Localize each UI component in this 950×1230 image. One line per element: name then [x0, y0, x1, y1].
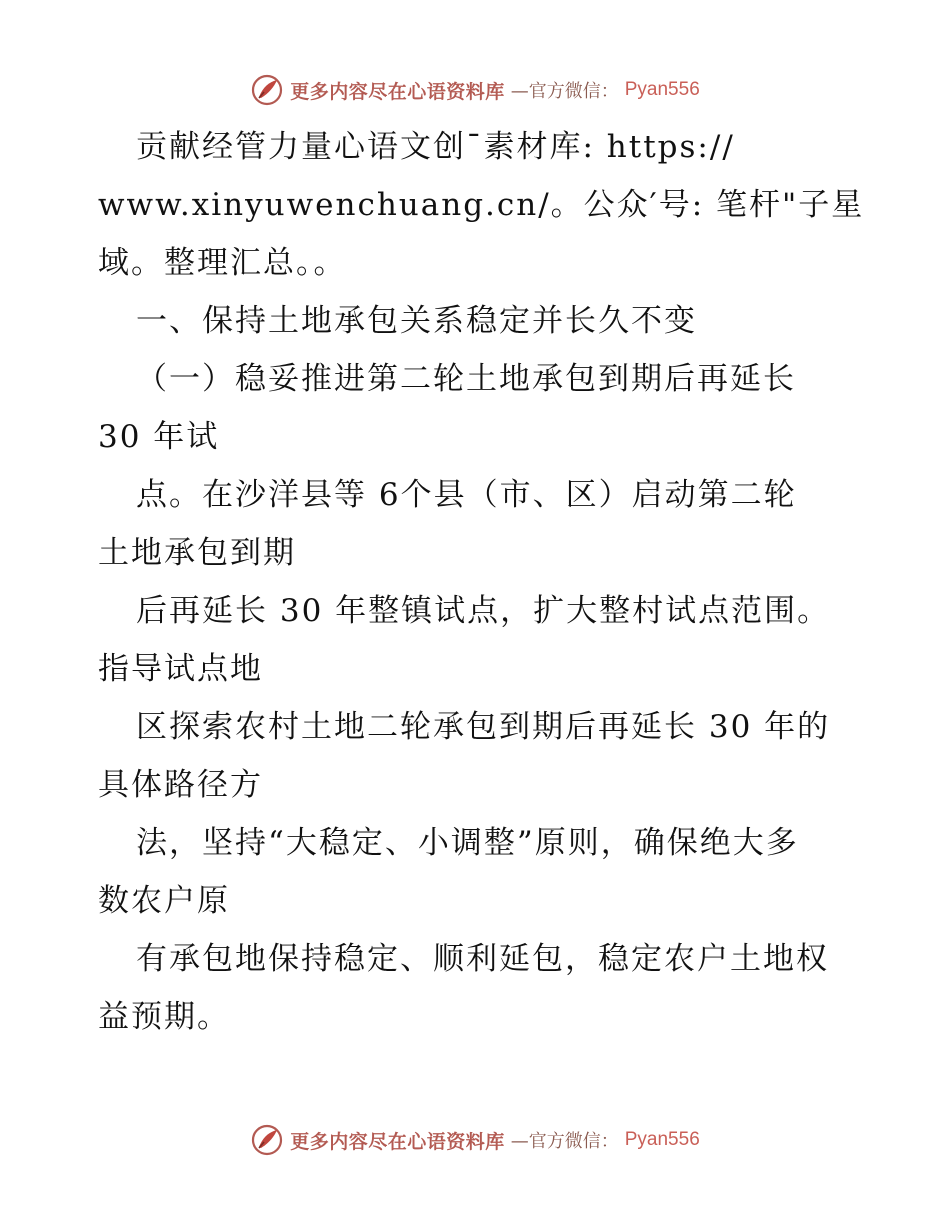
body-line-1: 贡献经管力量心语文创¯素材库: https:// — [136, 129, 735, 165]
quill-logo-icon — [250, 73, 284, 107]
body-line-16: 益预期。 — [98, 999, 230, 1035]
footer-watermark-banner — [0, 1120, 950, 1160]
banner-sub-text: —官方微信： — [510, 81, 619, 102]
body-line-12: 具体路径方 — [98, 767, 263, 803]
body-line-13: 法，坚持“大稳定、小调整”原则，确保绝大多 — [136, 825, 799, 861]
body-line-8: 土地承包到期 — [98, 535, 296, 571]
banner-wechat-id: Pyan556 — [624, 79, 700, 100]
banner-main-text: 更多内容尽在心语资料库 — [290, 1130, 505, 1153]
banner-main-text: 更多内容尽在心语资料库 — [290, 80, 505, 103]
body-line-14: 数农户原 — [98, 883, 230, 919]
body-line-3: 域。整理汇总。。 — [98, 245, 347, 281]
body-line-6: 30 年试 — [98, 419, 220, 455]
body-line-2: www.xinyuwenchuang.cn/。公众′号: 笔杆"子星 — [98, 187, 865, 223]
banner-wechat-id: Pyan556 — [624, 1129, 700, 1150]
document-body — [98, 118, 878, 1046]
body-line-10: 指导试点地 — [98, 651, 263, 687]
subsection-heading: （一）稳妥推进第二轮土地承包到期后再延长 — [136, 361, 796, 397]
body-line-15: 有承包地保持稳定、顺利延包，稳定农户土地权 — [136, 941, 829, 977]
header-watermark-banner — [0, 70, 950, 110]
banner-sub-text: —官方微信： — [510, 1131, 619, 1152]
body-line-11: 区探索农村土地二轮承包到期后再延长 30 年的 — [136, 709, 831, 745]
section-heading: 一、保持土地承包关系稳定并长久不变 — [136, 303, 697, 339]
body-line-7: 点。在沙洋县等 6个县（市、区）启动第二轮 — [136, 477, 797, 513]
body-line-9: 后再延长 30 年整镇试点，扩大整村试点范围。 — [136, 593, 831, 629]
quill-logo-icon — [250, 1123, 284, 1157]
